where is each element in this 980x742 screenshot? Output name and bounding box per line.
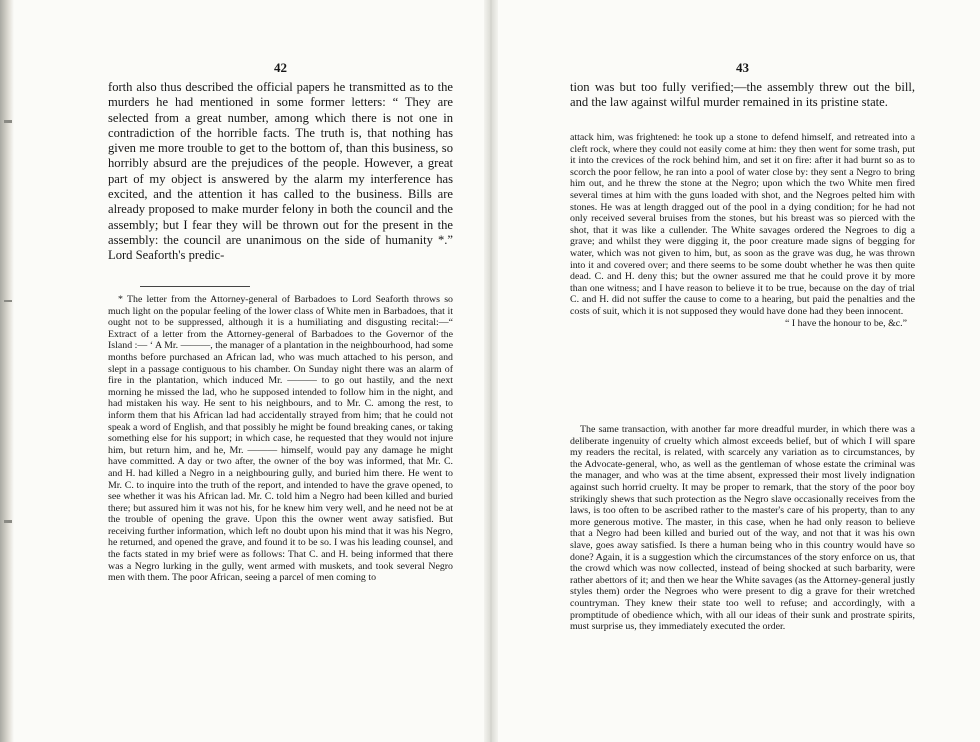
paragraph: tion was but too fully verified;—the assembly threw out the bill, and the law against wilful murder remained in its pristine state. bbox=[570, 80, 915, 110]
footnote-text: The same transaction, with another far more dreadful murder, in which there was a deliberate ingenuity of cruelty which almost exceeds belief, but of which I will spare my readers the recital, is related, with scarcely any variation as to circumstances, by the Advocate-general, who, as well as the gentleman of whose estate the criminal was the manager, and who was at the time absent, expressed their most lively indignation against such horrid cruelty. It may be proper to remark, that the story of the poor boy strikingly shews that such protection as the Negro slave occasionally receives from the laws, is too often to be ascribed rather to the master's care of his property, than to any more generous motive. The master, in this case, when he had only reason to believe that a Negro had been killed and buried out of the way, and not that it was his own slave, goes away satisfied. Is there a human being who in this country would have so done? Again, it is a suggestion which the circumstances of the story enforce on us, that the crowd which was now collected, instead of being shocked at such barbarity, were rather abettors of it; and then we hear the White savages (as the Attorney-general justly styles them) order the Negroes who were present to dig a grave for their wretched countryman. They knew their state too well to refuse; and accordingly, with a promptitude of obedience which, with all our ideas of their sunk and prostrate spirits, must surprise us, they immediately executed the order. bbox=[570, 424, 915, 633]
footnote bbox=[108, 294, 453, 584]
page-edge-shadow bbox=[0, 0, 14, 742]
right-page bbox=[570, 0, 915, 742]
margin-mark bbox=[4, 520, 12, 523]
signoff: “ I have the honour to be, &c.” bbox=[784, 317, 907, 329]
page-number: 43 bbox=[736, 60, 749, 75]
footnote-rule bbox=[140, 286, 250, 287]
footnote-text: * The letter from the Attorney-general of Barbadoes to Lord Seaforth throws so much light on the popular feeling of the lower class of White men in Barbadoes, that it ought not to be suppressed, although it is a humiliating and disgusting recital:—“ Extract of a letter from the Attorney-general of Barbadoes to the Governor of the Island :— ‘ A Mr. ———, the manager of a plantation in the neighbourhood, had some months before purchased an African lad, who was much attached to his person, and slept in a passage contiguous to his chamber. On Sunday night there was an alarm of fire in the plantation, which induced Mr. ——— to go out hastily, and the next morning he missed the lad, who he supposed intended to follow him in the night, and had mistaken his way. He sent to his neighbours, and to Mr. C. among the rest, to inform them that his African lad had accidentally strayed from him; that he could not speak a word of English, and that possibly he might be found breaking canes, or taking something else for his support; in which case, he requested that they would not injure him, but return him, and he, Mr. ——— himself, would pay any damage he might have committed. A day or two after, the owner of the boy was informed, that Mr. C. and H. had killed a Negro in a neighbouring gully, and buried him there. He went to Mr. C. to inquire into the truth of the report, and intended to have the grave opened, to see whether it was his African lad. Mr. C. told him a Negro had been killed and buried there; but assured him it was not his, for he knew him very well, and he need not be at the trouble of opening the grave. Upon this the owner went away satisfied. But receiving further information, which left no doubt upon his mind that it was his Negro, he returned, and opened the grave, and found it to be so. I was his leading counsel, and the facts stated in my brief were as follows: That C. and H. being informed that there was a Negro lurking in the gully, went armed with muskets, and took several Negro men with them. The poor African, seeing a parcel of men coming to bbox=[108, 294, 453, 584]
paragraph: forth also thus described the official papers he transmitted as to the murders he had mentioned in some former letters: “ They are selected from a great number, among which there is not one in contradiction of the horrible facts. The truth is, that nothing has given me more trouble to get to the bottom of, than this business, so horribly absurd are the prejudices of the people. However, a great part of my object is answered by the alarm my interference has excited, and the attention it has called to the business. Bills are already proposed to make murder felony in both the council and the assembly; but I fear they will be thrown out for the present in the assembly: the council are unanimous on the side of humanity *.” Lord Seaforth's predic- bbox=[108, 80, 453, 263]
book-gutter bbox=[484, 0, 498, 742]
margin-mark bbox=[4, 120, 12, 123]
left-page bbox=[108, 0, 453, 742]
margin-mark bbox=[4, 300, 12, 302]
body-text bbox=[108, 80, 453, 264]
footnote-second bbox=[570, 424, 915, 633]
body-text bbox=[570, 80, 915, 111]
page-number: 42 bbox=[274, 60, 287, 75]
footnote-text: attack him, was frightened: he took up a stone to defend himself, and retreated into a cleft rock, where they could not easily come at him: they then went for some trash, put it into the crevices of the rock behind him, and set it on fire: after it had burnt so as to scorch the poor fellow, he ran into a pool of water close by: they sent a Negro to bring him out, and he threw the stone at the Negro; upon which the two White men fired several times at him with the guns loaded with shot, and the Negroes pelted him with stones. He was at length dragged out of the pool in a dying condition; for he had not only received several bruises from the stones, but his breast was so pierced with the shot, that it was like a cullender. The White savages ordered the Negroes to dig a grave; and whilst they were digging it, the poor creature made signs of begging for water, which was not given to him, but, as soon as the grave was dug, he was thrown into it and covered over; and there seems to be some doubt whether he was then quite dead. C. and H. deny this; but the owner assured me that he could prove it by more than one witness; and I have reason to believe it to be true, because on the day of trial C. and H. did not suffer the cause to come to a hearing, but paid the penalties and the costs of suit, which it is not supposed they would have done had they been innocent. bbox=[570, 132, 915, 317]
footnote-continued bbox=[570, 132, 915, 329]
